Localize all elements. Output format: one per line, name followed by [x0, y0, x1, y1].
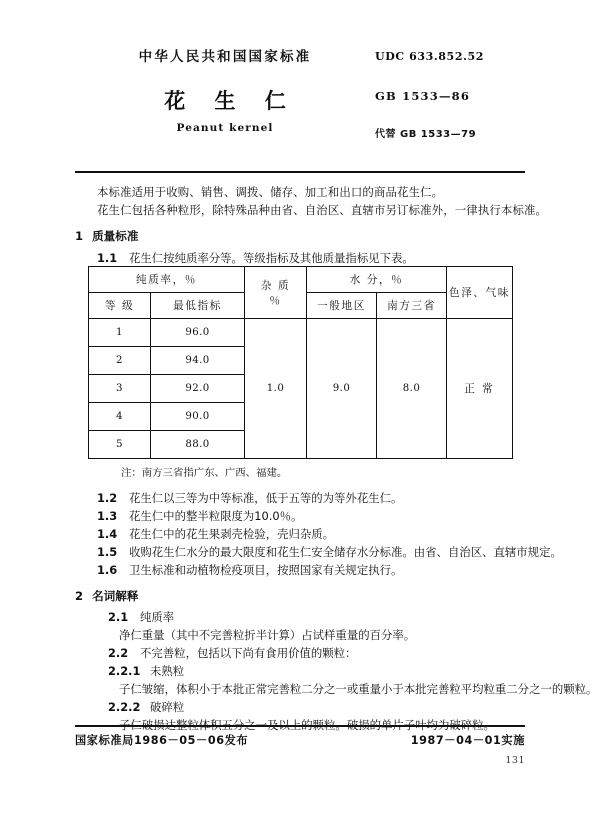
udc-code: UDC 633.852.52 — [375, 50, 485, 63]
cell-grade: 3 — [89, 375, 151, 403]
header-moisture-group: 水 分，％ — [307, 267, 447, 293]
header-moisture-south: 南方三省 — [377, 293, 447, 319]
clause-1-5-number: 1.5 — [97, 544, 118, 559]
table-row — [89, 319, 513, 347]
cell-grade: 4 — [89, 403, 151, 431]
clause-1-2-number: 1.2 — [97, 490, 118, 505]
masthead-right — [375, 50, 525, 140]
clause-2-2-1-title: 未熟粒 — [150, 664, 185, 678]
clause-2-2-text: 不完善粒，包括以下尚有食用价值的颗粒： — [140, 646, 357, 660]
standard-number: GB 1533—86 — [375, 89, 471, 103]
section-1-title: 质量标准 — [92, 229, 139, 243]
section-1-number: 1 — [75, 229, 84, 243]
specification-table-wrapper — [88, 266, 512, 481]
section-2-title: 名词解释 — [92, 588, 139, 603]
header-min-index: 最低指标 — [151, 293, 245, 319]
header-grade: 等 级 — [89, 293, 151, 319]
replaces-standard: 代替 GB 1533—79 — [375, 129, 477, 140]
cell-moisture-general-value: 9.0 — [307, 319, 377, 459]
header-impurity-line2: ％ — [269, 294, 282, 307]
page-title: 花 生 仁 — [164, 89, 297, 113]
header-purity-group: 纯质率，％ — [89, 267, 245, 293]
page-title-english: Peanut kernel — [176, 122, 274, 134]
specification-table — [88, 266, 513, 459]
cell-color-odor-value: 正 常 — [447, 319, 513, 459]
clause-1-4-number: 1.4 — [97, 526, 118, 541]
header-color-odor: 色泽、气味 — [447, 267, 513, 319]
national-standard-label: 中华人民共和国国家标准 — [138, 49, 312, 65]
clause-2-2-2-number: 2.2.2 — [108, 700, 141, 714]
section-2-heading — [75, 588, 530, 606]
clause-1-5-text: 收购花生仁水分的最大限度和花生仁安全储存水分标准。由省、自治区、直辖市规定。 — [129, 544, 562, 559]
header-impurity-line1: 杂 质 — [260, 279, 291, 292]
masthead — [75, 48, 525, 158]
clause-2-1-body: 净仁重量（其中不完善粒折半计算）占试样重量的百分率。 — [119, 628, 416, 642]
table-header-row-1 — [89, 267, 513, 293]
clause-1-6-text: 卫生标准和动植物检疫项目，按照国家有关规定执行。 — [129, 562, 403, 577]
clause-2-1-title: 纯质率 — [140, 610, 175, 624]
clause-2-2-2 — [108, 698, 530, 716]
footer — [75, 732, 525, 750]
clause-1-3-number: 1.3 — [97, 508, 118, 523]
issue-date: 国家标准局1986－05－06发布 — [75, 734, 249, 747]
section-1-heading — [75, 228, 530, 246]
clause-1-3-text: 花生仁中的整半粒限度为10.0％。 — [129, 508, 303, 523]
footer-divider — [75, 725, 525, 727]
clause-2-2-1-number: 2.2.1 — [108, 664, 141, 678]
header-divider — [75, 171, 525, 173]
clause-2-1 — [108, 608, 530, 626]
cell-min-index: 94.0 — [151, 347, 245, 375]
clause-1-4 — [97, 525, 530, 543]
intro-line-1: 本标准适用于收购、销售、调拨、储存、加工和出口的商品花生仁。 — [97, 185, 444, 199]
cell-grade: 1 — [89, 319, 151, 347]
clause-2-2 — [108, 644, 530, 662]
clause-1-2-text: 花生仁以三等为中等标准，低于五等的为等外花生仁。 — [129, 490, 403, 505]
intro-line-2: 花生仁包括各种粒形，除特殊品种由省、自治区、直辖市另订标准外，一律执行本标准。 — [97, 202, 548, 217]
clause-1-2 — [97, 489, 530, 507]
cell-min-index: 90.0 — [151, 403, 245, 431]
cell-min-index: 92.0 — [151, 375, 245, 403]
clause-2-2-1 — [108, 662, 530, 680]
clause-1-1-number: 1.1 — [97, 250, 118, 265]
clause-1-3 — [97, 507, 530, 525]
cell-grade: 2 — [89, 347, 151, 375]
cell-min-index: 96.0 — [151, 319, 245, 347]
clause-2-2-1-body: 子仁皱缩，体积小于本批正常完善粒二分之一或重量小于本批完善粒平均粒重二分之一的颗粒。 — [119, 682, 598, 696]
clause-1-1 — [97, 249, 530, 267]
clause-1-4-text: 花生仁中的花生果剥壳检验，壳归杂质。 — [129, 526, 335, 541]
clause-2-2-number: 2.2 — [108, 646, 129, 660]
table-note: 注：南方三省指广东、广西、福建。 — [121, 467, 288, 479]
effective-date: 1987－04－01实施 — [410, 734, 525, 747]
cell-moisture-south-value: 8.0 — [377, 319, 447, 459]
cell-grade: 5 — [89, 431, 151, 459]
clause-2-1-number: 2.1 — [108, 610, 129, 624]
cell-impurity-value: 1.0 — [245, 319, 307, 459]
header-moisture-general: 一般地区 — [307, 293, 377, 319]
section-2-number: 2 — [75, 588, 84, 603]
page-number: 131 — [505, 755, 525, 766]
clause-1-6-number: 1.6 — [97, 562, 118, 577]
cell-min-index: 88.0 — [151, 431, 245, 459]
clause-1-5 — [97, 543, 562, 561]
clause-1-1-text: 花生仁按纯质率分等。等级指标及其他质量指标见下表。 — [129, 250, 414, 265]
masthead-left — [75, 48, 375, 134]
header-impurity — [245, 267, 307, 319]
clause-2-2-2-title: 破碎粒 — [150, 700, 185, 714]
clause-1-6 — [97, 561, 530, 579]
